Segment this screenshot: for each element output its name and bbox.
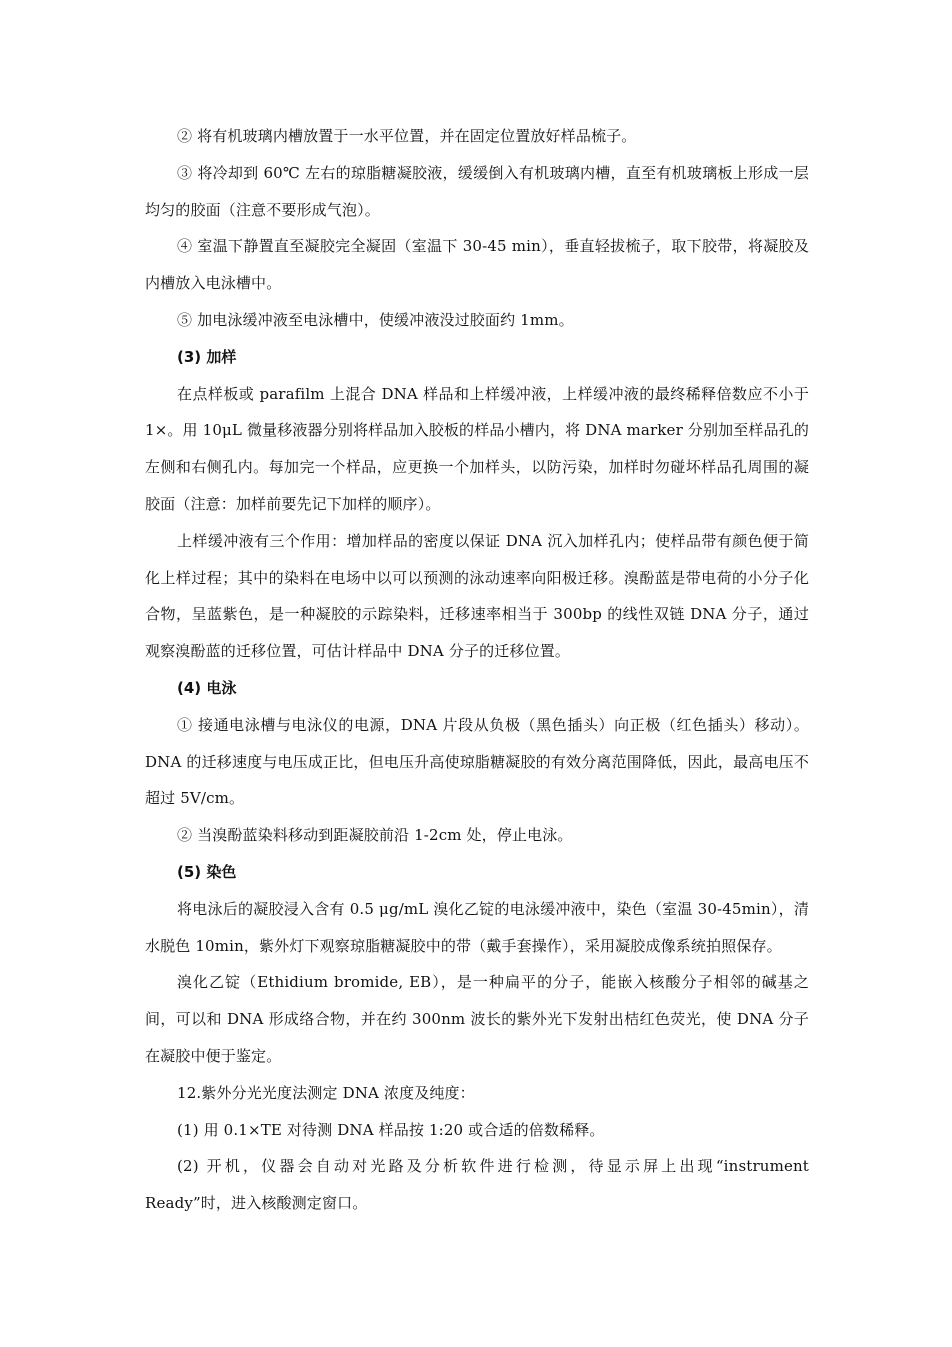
uv-step-2: (2) 开机，仪器会自动对光路及分析软件进行检测，待显示屏上出现“instrument Ready”时，进入核酸测定窗口。 bbox=[145, 1157, 825, 1213]
section-heading-loading: (3) 加样 bbox=[177, 347, 237, 366]
step-5-paragraph: ⑤ 加电泳缓冲液至电泳槽中，使缓冲液没过胶面约 1mm。 bbox=[177, 310, 574, 329]
electrophoresis-step-2: ② 当溴酚蓝染料移动到距凝胶前沿 1-2cm 处，停止电泳。 bbox=[177, 826, 573, 845]
section-heading-electrophoresis: (4) 电泳 bbox=[177, 678, 237, 697]
document-body bbox=[145, 118, 825, 1222]
staining-paragraph: 将电泳后的凝胶浸入含有 0.5 μg/mL 溴化乙锭的电泳缓冲液中，染色（室温 30-45min），清水脱色 10min，紫外灯下观察琼脂糖凝胶中的带（戴手套操作），采用凝胶成像系统拍照保存。 bbox=[145, 899, 809, 955]
step-3-paragraph: ③ 将冷却到 60℃ 左右的琼脂糖凝胶液，缓缓倒入有机玻璃内槽，直至有机玻璃板上形成一层均匀的胶面（注意不要形成气泡）。 bbox=[145, 163, 809, 219]
uv-step-1: (1) 用 0.1×TE 对待测 DNA 样品按 1:20 或合适的倍数稀释。 bbox=[177, 1120, 605, 1139]
step-2-paragraph: ② 将有机玻璃内槽放置于一水平位置，并在固定位置放好样品梳子。 bbox=[177, 127, 637, 145]
loading-paragraph: 在点样板或 parafilm 上混合 DNA 样品和上样缓冲液，上样缓冲液的最终稀释倍数应不小于 1×。用 10μL 微量移液器分别将样品加入胶板的样品小槽内，将 DNA marker 分别加至样品孔的左侧和右侧孔内。每加完一个样品，应更换一个加样头，以防污染，加样时勿碰坏样品孔周围的凝胶面（注意：加样前要先记下加样的顺序）。 bbox=[145, 384, 810, 513]
loading-buffer-paragraph: 上样缓冲液有三个作用：增加样品的密度以保证 DNA 沉入加样孔内；使样品带有颜色便于简化上样过程；其中的染料在电场中以可以预测的泳动速率向阳极迁移。溴酚蓝是带电荷的小分子化合物，呈蓝紫色，是一种凝胶的示踪染料，迁移速率相当于 300bp 的线性双链 DNA 分子，通过观察溴酚蓝的迁移位置，可估计样品中 DNA 分子的迁移位置。 bbox=[145, 531, 809, 661]
section-heading-staining: (5) 染色 bbox=[177, 862, 237, 881]
step-4-paragraph: ④ 室温下静置直至凝胶完全凝固（室温下 30-45 min），垂直轻拔梳子，取下胶带，将凝胶及内槽放入电泳槽中。 bbox=[145, 237, 809, 293]
ethidium-bromide-paragraph: 溴化乙锭（Ethidium bromide, EB），是一种扁平的分子，能嵌入核酸分子相邻的碱基之间，可以和 DNA 形成络合物，并在约 300nm 波长的紫外光下发射出桔红色荧光，使 DNA 分子在凝胶中便于鉴定。 bbox=[145, 973, 809, 1065]
electrophoresis-step-1: ① 接通电泳槽与电泳仪的电源，DNA 片段从负极（黑色插头）向正极（红色插头）移动）。DNA 的迁移速度与电压成正比，但电压升高使琼脂糖凝胶的有效分离范围降低，因此，最高电压不超过 5V/cm。 bbox=[145, 715, 809, 808]
uv-spectrophotometry-title: 12.紫外分光光度法测定 DNA 浓度及纯度： bbox=[177, 1083, 475, 1102]
